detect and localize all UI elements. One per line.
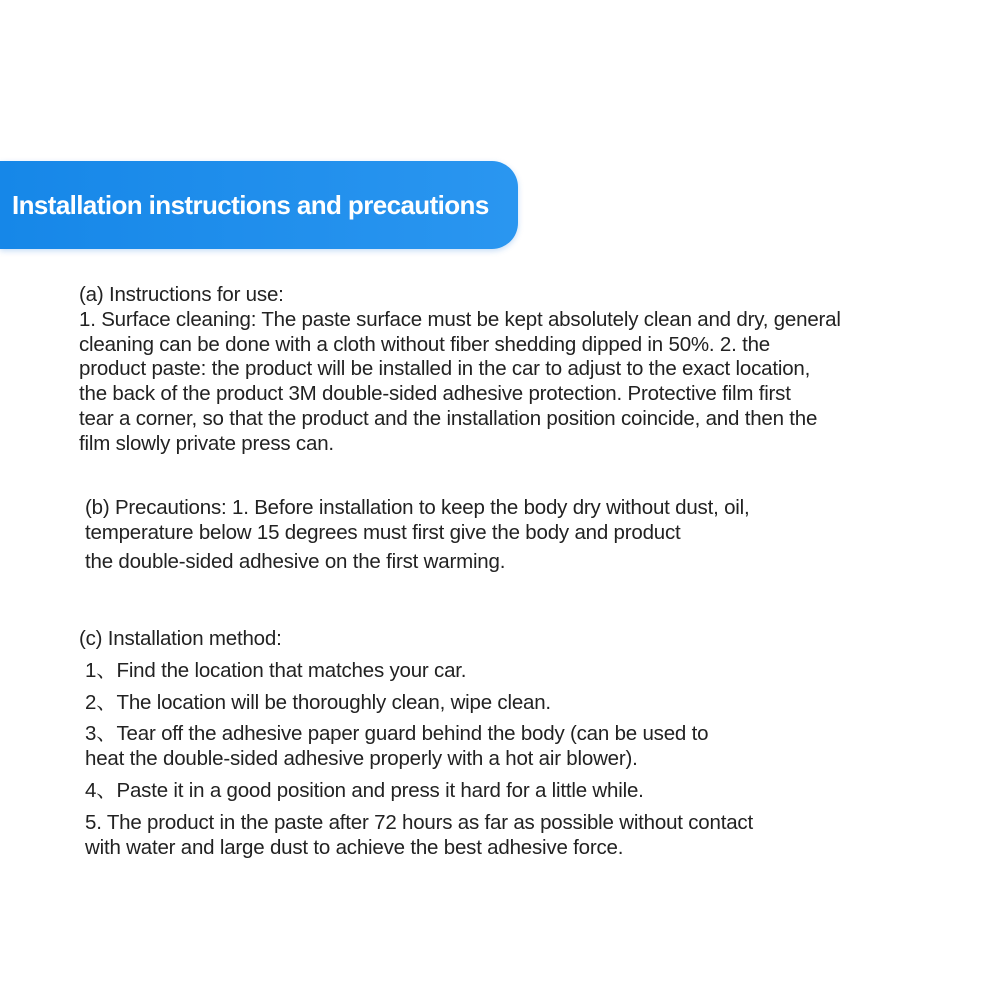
method-step-line: with water and large dust to achieve the best adhesive force. bbox=[85, 835, 624, 859]
section-a-line: tear a corner, so that the product and the installation position coincide, and then the bbox=[79, 406, 818, 430]
section-b-line: the double-sided adhesive on the first warming. bbox=[85, 549, 506, 573]
banner-title: Installation instructions and precautions bbox=[12, 190, 489, 220]
instructions-for-use-section bbox=[79, 283, 949, 457]
section-a-line: product paste: the product will be installed in the car to adjust to the exact location, bbox=[79, 357, 811, 381]
method-step-line: 3、Tear off the adhesive paper guard behind the body (can be used to bbox=[85, 722, 709, 746]
method-step-line: 1、Find the location that matches your car. bbox=[85, 658, 467, 682]
method-step-3 bbox=[79, 722, 939, 772]
section-a-heading: (a) Instructions for use: bbox=[79, 283, 284, 306]
method-step-line: 5. The product in the paste after 72 hours as far as possible without contact bbox=[85, 810, 753, 834]
method-step-line: 2、The location will be thoroughly clean, wipe clean. bbox=[85, 690, 551, 714]
method-step-2 bbox=[79, 691, 939, 716]
method-step-1 bbox=[79, 659, 939, 684]
method-step-4 bbox=[79, 779, 939, 804]
section-c-heading: (c) Installation method: bbox=[79, 627, 282, 650]
section-banner bbox=[0, 161, 518, 249]
installation-method-section bbox=[79, 627, 939, 860]
section-b-line: temperature below 15 degrees must first give the body and product bbox=[85, 520, 681, 544]
section-a-line: film slowly private press can. bbox=[79, 431, 334, 455]
section-a-line: cleaning can be done with a cloth without fiber shedding dipped in 50%. 2. the bbox=[79, 332, 770, 356]
method-step-line: heat the double-sided adhesive properly with a hot air blower). bbox=[85, 747, 638, 771]
section-b-line: (b) Precautions: 1. Before installation to keep the body dry without dust, oil, bbox=[85, 496, 750, 519]
method-step-line: 4、Paste it in a good position and press it hard for a little while. bbox=[85, 778, 644, 802]
section-a-line: the back of the product 3M double-sided adhesive protection. Protective film first bbox=[79, 382, 791, 406]
section-a-line: 1. Surface cleaning: The paste surface must be kept absolutely clean and dry, general bbox=[79, 307, 841, 331]
method-step-5 bbox=[79, 811, 939, 861]
precautions-section bbox=[85, 496, 945, 574]
